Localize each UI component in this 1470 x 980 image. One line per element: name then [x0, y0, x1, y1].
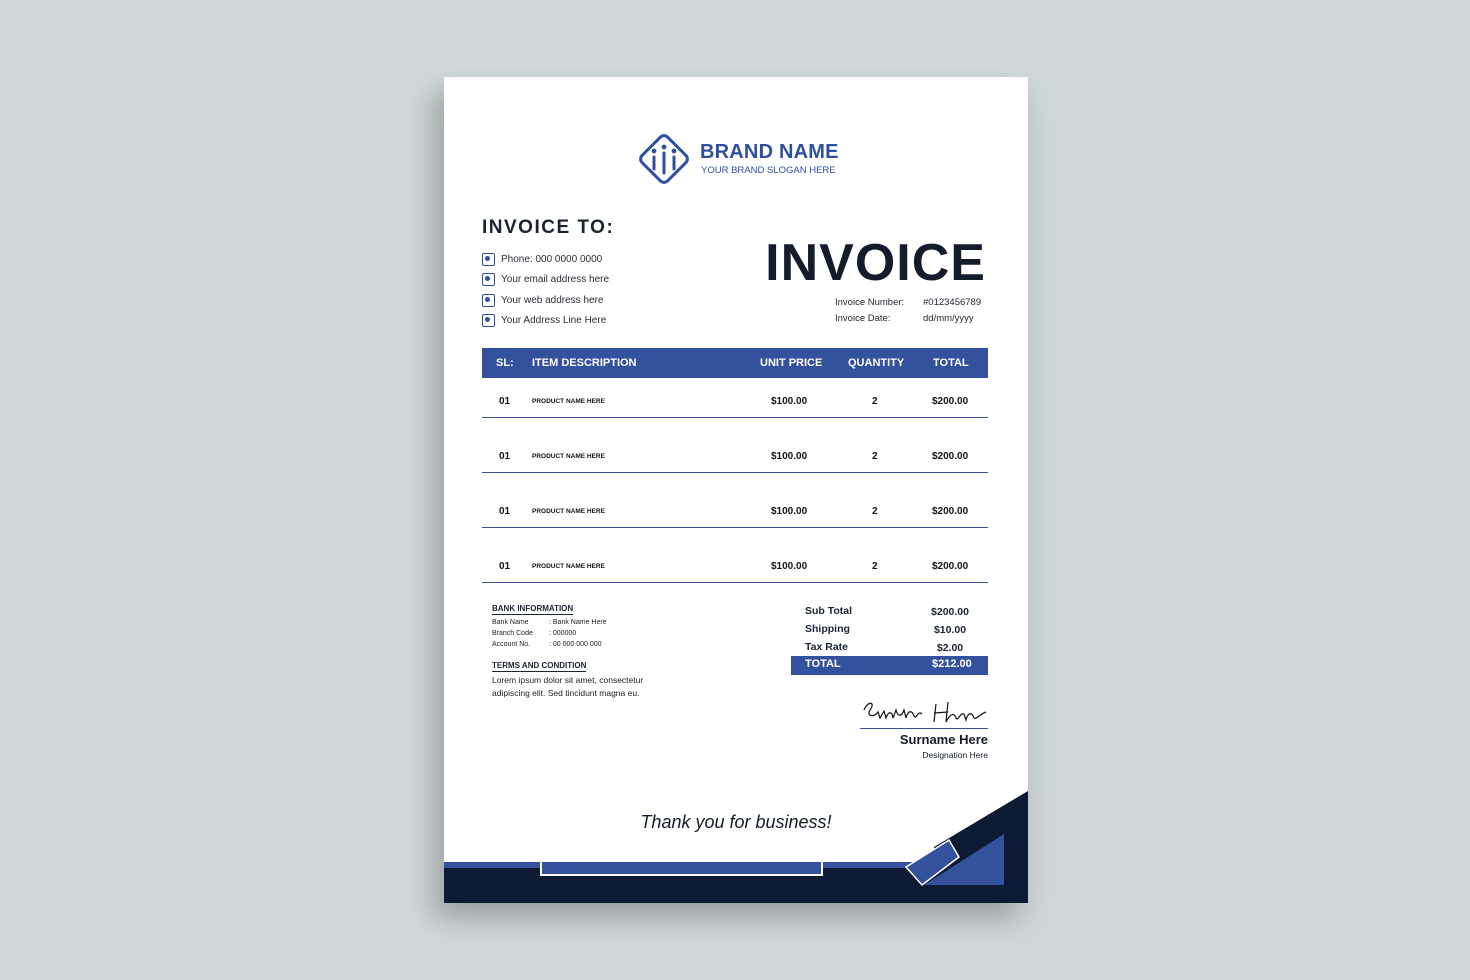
- contact-web: Your web address here: [482, 294, 603, 307]
- shipping-label: Shipping: [805, 623, 850, 635]
- row-sl: 01: [499, 506, 511, 517]
- globe-icon: [482, 294, 495, 307]
- subtotal-value: $200.00: [931, 606, 969, 618]
- total-label: TOTAL: [805, 658, 841, 670]
- table-row: [482, 432, 988, 473]
- total-value: $212.00: [932, 658, 972, 670]
- terms-heading: TERMS AND CONDITION: [492, 661, 587, 670]
- signature: [860, 696, 988, 729]
- branch-code-value: : 000000: [549, 630, 577, 637]
- invoice-date-label: Invoice Date:: [835, 313, 891, 324]
- row-sl: 01: [499, 451, 511, 462]
- table-row: [482, 487, 988, 528]
- row-total: $200.00: [932, 561, 969, 572]
- invoice-number-label: Invoice Number:: [835, 297, 905, 308]
- row-total: $200.00: [932, 451, 969, 462]
- row-total: $200.00: [932, 396, 969, 407]
- invoice-page: [444, 77, 1028, 903]
- table-row: [482, 542, 988, 583]
- tax-value: $2.00: [936, 642, 964, 654]
- row-quantity: 2: [872, 451, 878, 462]
- shipping-value: $10.00: [933, 624, 967, 636]
- contact-address: Your Address Line Here: [482, 314, 606, 327]
- terms-text: Lorem ipsum dolor sit amet, consectetur adipiscing elit. Sed tincidunt magna eu.: [492, 675, 644, 698]
- row-quantity: 2: [872, 561, 878, 572]
- row-description: PRODUCT NAME HERE: [532, 508, 605, 515]
- branch-code-label: Branch Code: [492, 630, 533, 637]
- header-unit-price: UNIT PRICE: [760, 357, 823, 369]
- tax-label: Tax Rate: [805, 641, 848, 653]
- header-description: ITEM DESCRIPTION: [532, 357, 637, 369]
- signer-name: Surname Here: [899, 732, 988, 747]
- email-icon: [482, 273, 495, 286]
- bank-name-label: Bank Name: [492, 619, 529, 626]
- row-unit-price: $100.00: [771, 506, 808, 517]
- row-unit-price: $100.00: [771, 451, 808, 462]
- phone-icon: [482, 253, 495, 266]
- table-row: [482, 377, 988, 418]
- signature-scribble-icon: [860, 696, 988, 728]
- header-quantity: QUANTITY: [848, 357, 905, 369]
- brand-name: BRAND NAME: [700, 141, 839, 163]
- row-description: PRODUCT NAME HERE: [532, 563, 605, 570]
- row-unit-price: $100.00: [771, 396, 808, 407]
- row-sl: 01: [499, 396, 511, 407]
- header-sl: SL:: [496, 357, 514, 369]
- row-sl: 01: [499, 561, 511, 572]
- invoice-to-heading: INVOICE TO:: [482, 217, 615, 238]
- header-total: TOTAL: [933, 357, 969, 369]
- invoice-number-value: #0123456789: [923, 297, 982, 308]
- invoice-title: INVOICE: [765, 234, 986, 292]
- thank-you-note: Thank you for business!: [640, 812, 832, 832]
- row-unit-price: $100.00: [771, 561, 808, 572]
- account-no-value: : 00 000 000 000: [549, 641, 602, 648]
- row-quantity: 2: [872, 396, 878, 407]
- account-no-label: Account No.: [492, 641, 531, 648]
- row-quantity: 2: [872, 506, 878, 517]
- contact-phone: Phone: 000 0000 0000: [482, 253, 602, 266]
- diamond-lines-logo-icon: [634, 129, 694, 189]
- row-description: PRODUCT NAME HERE: [532, 398, 605, 405]
- subtotal-label: Sub Total: [805, 605, 853, 617]
- bank-name-value: : Bank Name Here: [549, 619, 607, 626]
- footer-decoration: [444, 777, 1028, 903]
- brand-slogan: YOUR BRAND SLOGAN HERE: [701, 165, 836, 176]
- row-description: PRODUCT NAME HERE: [532, 453, 605, 460]
- bank-info-heading: BANK INFORMATION: [492, 604, 574, 613]
- table-header: [482, 348, 988, 378]
- invoice-date-value: dd/mm/yyyy: [923, 313, 974, 324]
- location-icon: [482, 314, 495, 327]
- signer-designation: Designation Here: [922, 750, 988, 760]
- total-bar: [791, 656, 988, 675]
- contact-email: Your email address here: [482, 273, 609, 286]
- brand-logo: [634, 129, 844, 191]
- row-total: $200.00: [932, 506, 969, 517]
